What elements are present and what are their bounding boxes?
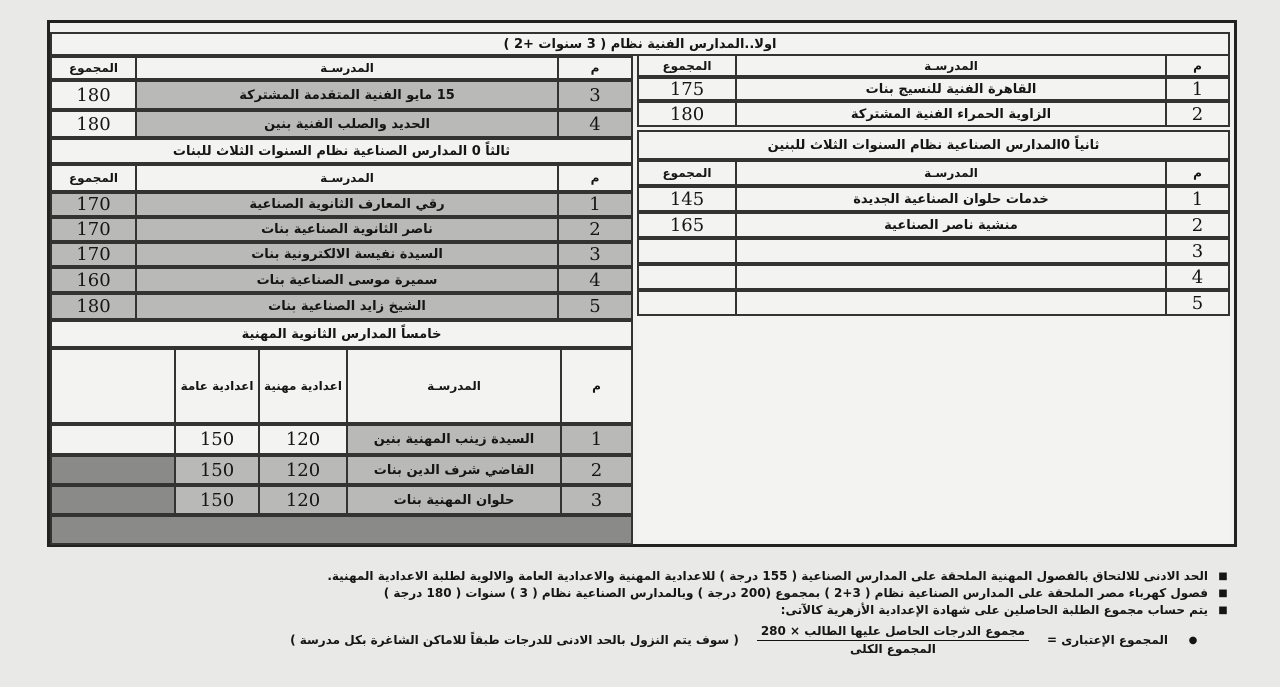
formula-fraction bbox=[757, 623, 1029, 658]
s3-row4-school: سميرة موسى الصناعية بنات bbox=[135, 267, 559, 293]
note-3-text: يتم حساب مجموع الطلبة الحاصلين على شهادة الإعدادية الأزهرية كالآتى: bbox=[780, 603, 1208, 617]
s5-row1-school: السيدة زينب المهنية بنين bbox=[346, 424, 562, 455]
s1l-row2-num: 4 bbox=[557, 110, 633, 138]
s3-row4-num: 4 bbox=[557, 267, 633, 293]
note-2 bbox=[150, 585, 1230, 602]
s3-title: ثالثاً 0 المدارس الصناعية نظام السنوات الثلاث للبنات bbox=[50, 138, 633, 164]
s5-header-empty bbox=[50, 348, 176, 424]
s3-row2-total: 170 bbox=[50, 217, 137, 242]
s2-row1-num: 1 bbox=[1165, 186, 1230, 212]
square-bullet-icon: ■ bbox=[1218, 571, 1228, 582]
s2-row3-num: 3 bbox=[1165, 238, 1230, 264]
s2-row2-num: 2 bbox=[1165, 212, 1230, 238]
s1r-header-school: المدرسـة bbox=[735, 54, 1167, 77]
s1l-header-total: المجموع bbox=[50, 56, 137, 80]
s5-row3-vocational: 120 bbox=[258, 485, 348, 515]
s2-row2-total: 165 bbox=[637, 212, 737, 238]
dot-bullet-icon: ● bbox=[1188, 635, 1198, 646]
note-2-text: فصول كهرباء مصر الملحقة على المدارس الصناعية نظام ( 3+2 ) بمجموع (200 درجة ) وبالمدارس الصناعية نظام ( 3 ) سنوات ( 180 درجة ) bbox=[383, 586, 1208, 600]
s2-row3-total bbox=[637, 238, 737, 264]
blank-area bbox=[637, 316, 1230, 544]
s2-row5-total bbox=[637, 290, 737, 316]
s5-row2-empty bbox=[50, 455, 176, 485]
s3-row1-num: 1 bbox=[557, 192, 633, 217]
s2-header-num: م bbox=[1165, 160, 1230, 186]
s5-title: خامساً المدارس الثانوية المهنية bbox=[50, 320, 633, 348]
s5-row3-num: 3 bbox=[560, 485, 633, 515]
s3-row1-school: رقي المعارف الثانوية الصناعية bbox=[135, 192, 559, 217]
s5-header-num: م bbox=[560, 348, 633, 424]
s5-row2-num: 2 bbox=[560, 455, 633, 485]
s2-title: ثانياً 0المدارس الصناعية نظام السنوات الثلاث للبنين bbox=[637, 130, 1230, 160]
s3-header-school: المدرسـة bbox=[135, 164, 559, 192]
formula-denominator: المجموع الكلى bbox=[849, 642, 936, 656]
s1l-row2-total: 180 bbox=[50, 110, 137, 138]
s5-row3-empty bbox=[50, 485, 176, 515]
s5-row1-general: 150 bbox=[174, 424, 260, 455]
s3-header-num: م bbox=[557, 164, 633, 192]
s3-row1-total: 170 bbox=[50, 192, 137, 217]
s1r-row1-school: القاهرة الفنية للنسيج بنات bbox=[735, 77, 1167, 101]
main-title: اولا..المدارس الفنية نظام ( 3 سنوات +2 ) bbox=[50, 32, 1230, 56]
formula-note: ( سوف يتم النزول بالحد الادنى للدرجات طبقاً للاماكن الشاغرة بكل مدرسة ) bbox=[290, 633, 739, 647]
s2-row5-school bbox=[735, 290, 1167, 316]
s1l-row1-num: 3 bbox=[557, 80, 633, 110]
formula-label: المجموع الإعتبارى = bbox=[1047, 633, 1168, 647]
s1r-row2-total: 180 bbox=[637, 101, 737, 127]
s2-row3-school bbox=[735, 238, 1167, 264]
s5-row3-general: 150 bbox=[174, 485, 260, 515]
s3-header-total: المجموع bbox=[50, 164, 137, 192]
s3-row4-total: 160 bbox=[50, 267, 137, 293]
s2-row1-school: خدمات حلوان الصناعية الجديدة bbox=[735, 186, 1167, 212]
note-1-text: الحد الادنى للالتحاق بالفصول المهنية الملحقة على المدارس الصناعية ( 155 درجة ) للاعدادية المهنية والاعدادية العامة والالوية لطلبة الاعدادية المهنية. bbox=[327, 569, 1208, 583]
s2-header-total: المجموع bbox=[637, 160, 737, 186]
s1r-header-total: المجموع bbox=[637, 54, 737, 77]
s2-row4-total bbox=[637, 264, 737, 290]
s1r-row1-total: 175 bbox=[637, 77, 737, 101]
s2-row2-school: منشية ناصر الصناعية bbox=[735, 212, 1167, 238]
s5-row2-vocational: 120 bbox=[258, 455, 348, 485]
square-bullet-icon: ■ bbox=[1218, 588, 1228, 599]
s3-row3-num: 3 bbox=[557, 242, 633, 267]
s5-row3-school: حلوان المهنية بنات bbox=[346, 485, 562, 515]
s1l-header-school: المدرسـة bbox=[135, 56, 559, 80]
s1r-row1-num: 1 bbox=[1165, 77, 1230, 101]
s5-row2-school: القاضي شرف الدين بنات bbox=[346, 455, 562, 485]
s5-header-vocational: اعدادية مهنية bbox=[258, 348, 348, 424]
s2-header-school: المدرسـة bbox=[735, 160, 1167, 186]
s1l-row2-school: الحديد والصلب الفنية بنين bbox=[135, 110, 559, 138]
s5-header-general: اعدادية عامة bbox=[174, 348, 260, 424]
s1l-row1-school: 15 مايو الفنية المتقدمة المشتركة bbox=[135, 80, 559, 110]
s5-footer-bar bbox=[50, 515, 633, 545]
notes-section bbox=[150, 568, 1230, 658]
square-bullet-icon: ■ bbox=[1218, 605, 1228, 616]
s2-row4-num: 4 bbox=[1165, 264, 1230, 290]
note-3 bbox=[150, 602, 1230, 619]
s1l-row1-total: 180 bbox=[50, 80, 137, 110]
s5-row1-empty bbox=[50, 424, 176, 455]
s5-header-school: المدرسـة bbox=[346, 348, 562, 424]
s2-row1-total: 145 bbox=[637, 186, 737, 212]
s5-row1-num: 1 bbox=[560, 424, 633, 455]
s2-row4-school bbox=[735, 264, 1167, 290]
s1r-row2-school: الزاوية الحمراء الفنية المشتركة bbox=[735, 101, 1167, 127]
formula-numerator: مجموع الدرجات الحاصل عليها الطالب × 280 bbox=[757, 623, 1029, 641]
s3-row2-school: ناصر الثانوية الصناعية بنات bbox=[135, 217, 559, 242]
s5-row2-general: 150 bbox=[174, 455, 260, 485]
s3-row5-num: 5 bbox=[557, 293, 633, 320]
s3-row3-total: 170 bbox=[50, 242, 137, 267]
s3-row5-school: الشيخ زايد الصناعية بنات bbox=[135, 293, 559, 320]
s1r-header-num: م bbox=[1165, 54, 1230, 77]
formula bbox=[150, 623, 1230, 658]
s3-row5-total: 180 bbox=[50, 293, 137, 320]
s2-row5-num: 5 bbox=[1165, 290, 1230, 316]
s3-row3-school: السيدة نفيسة الالكترونية بنات bbox=[135, 242, 559, 267]
s1r-row2-num: 2 bbox=[1165, 101, 1230, 127]
s1l-header-num: م bbox=[557, 56, 633, 80]
s5-row1-vocational: 120 bbox=[258, 424, 348, 455]
s3-row2-num: 2 bbox=[557, 217, 633, 242]
note-1 bbox=[150, 568, 1230, 585]
